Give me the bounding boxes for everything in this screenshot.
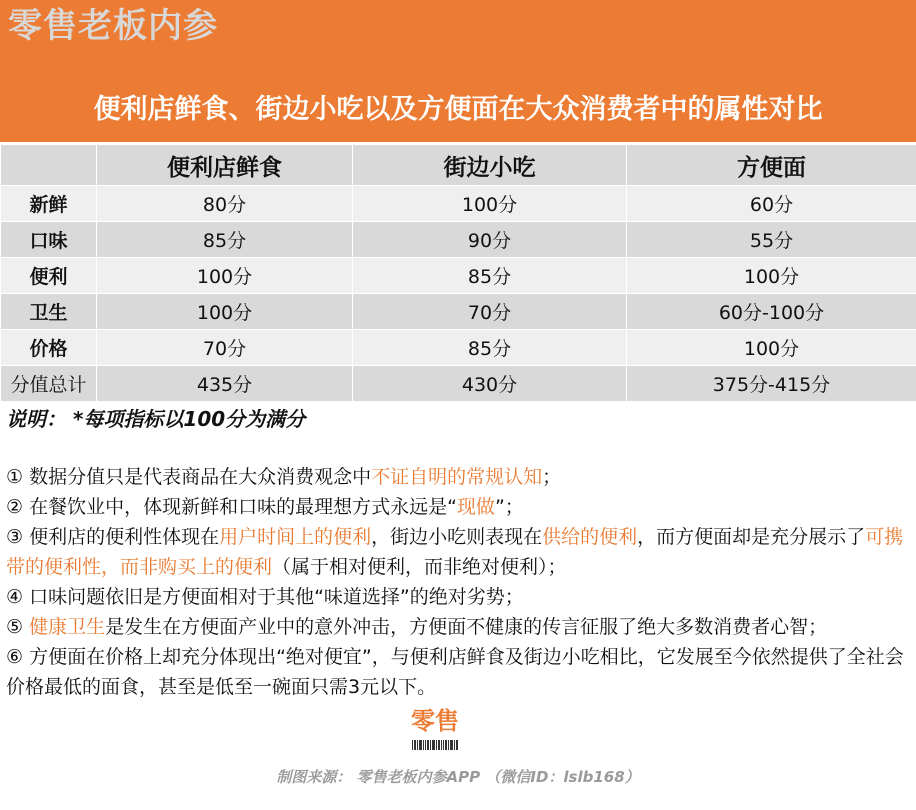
table-cell: 60分-100分: [627, 294, 916, 330]
column-header-instant-noodles: 方便面: [627, 145, 916, 186]
point-text: （属于相对便利，而非绝对便利）；: [272, 556, 567, 578]
point-text: ，而方便面却是充分展示了: [637, 526, 866, 548]
table-cell: 435分: [97, 366, 353, 402]
column-header-street-food: 街边小吃: [353, 145, 627, 186]
point-highlight: 不证自明的常规认知: [371, 466, 543, 488]
point-5: [6, 612, 916, 642]
table-row-total: [1, 366, 916, 402]
row-label-freshness: 新鲜: [1, 186, 97, 222]
row-label-convenience: 便利: [1, 258, 97, 294]
row-label-hygiene: 卫生: [1, 294, 97, 330]
point-2: [6, 492, 916, 522]
brand-watermark: 零售老板内参: [8, 6, 218, 46]
source-credit: 制图来源： 零售老板内参APP （微信ID：lslb168）: [276, 768, 640, 786]
comparison-table: [0, 144, 916, 402]
table-cell: 375分-415分: [627, 366, 916, 402]
page-title: 便利店鲜食、街边小吃以及方便面在大众消费者中的属性对比: [93, 94, 823, 125]
table-cell: 55分: [627, 222, 916, 258]
point-1: [6, 462, 916, 492]
point-text: ，街边小吃则表现在: [371, 526, 543, 548]
table-cell: 100分: [627, 258, 916, 294]
table-row: [1, 222, 916, 258]
point-highlight: 可携带的便利性，而非购买上的便利: [6, 526, 904, 578]
row-label-total: 分值总计: [1, 366, 97, 402]
table-cell: 85分: [353, 258, 627, 294]
point-text: ⑤: [6, 616, 30, 638]
table-row: [1, 294, 916, 330]
point-text: ”；: [494, 496, 524, 518]
column-header-blank: [1, 145, 97, 186]
barcode-icon: [406, 740, 464, 750]
point-text: ；: [542, 466, 562, 488]
point-highlight: 健康卫生: [29, 616, 106, 638]
column-header-convenience-store: 便利店鲜食: [97, 145, 353, 186]
table-cell: 100分: [353, 186, 627, 222]
scoring-note: 说明： *每项指标以100分为满分: [6, 407, 306, 431]
table-header-row: [1, 145, 916, 186]
row-label-taste: 口味: [1, 222, 97, 258]
brand-logo: [406, 706, 464, 750]
table-cell: 100分: [627, 330, 916, 366]
table-cell: 70分: [353, 294, 627, 330]
point-highlight: 供给的便利: [542, 526, 638, 548]
point-text: ① 数据分值只是代表商品在大众消费观念中: [6, 466, 372, 488]
table-cell: 80分: [97, 186, 353, 222]
row-label-price: 价格: [1, 330, 97, 366]
point-6: [6, 642, 916, 702]
table-row: [1, 330, 916, 366]
logo-text: 零售: [411, 707, 459, 735]
point-highlight: 用户时间上的便利: [219, 526, 372, 548]
point-3: [6, 522, 916, 582]
analysis-points: [6, 462, 916, 702]
table-cell: 60分: [627, 186, 916, 222]
table-cell: 90分: [353, 222, 627, 258]
table-cell: 100分: [97, 258, 353, 294]
table-cell: 430分: [353, 366, 627, 402]
point-text: ④ 口味问题依旧是方便面相对于其他“味道选择”的绝对劣势；: [6, 586, 524, 608]
point-4: [6, 582, 916, 612]
point-text: ⑥ 方便面在价格上却充分体现出“绝对便宜”，与便利店鲜食及街边小吃相比，它发展至今依然提供了全社会价格最低的面食，甚至是低至一碗面只需3元以下。: [6, 646, 904, 698]
point-text: 是发生在方便面产业中的意外冲击，方便面不健康的传言征服了绝大多数消费者心智；: [105, 616, 828, 638]
table-row: [1, 186, 916, 222]
table-row: [1, 258, 916, 294]
table-cell: 100分: [97, 294, 353, 330]
point-highlight: 现做: [456, 496, 495, 518]
point-text: ② 在餐饮业中，体现新鲜和口味的最理想方式永远是“: [6, 496, 457, 518]
table-cell: 85分: [97, 222, 353, 258]
table-cell: 85分: [353, 330, 627, 366]
table-cell: 70分: [97, 330, 353, 366]
point-text: ③ 便利店的便利性体现在: [6, 526, 220, 548]
header-banner: [0, 0, 916, 142]
